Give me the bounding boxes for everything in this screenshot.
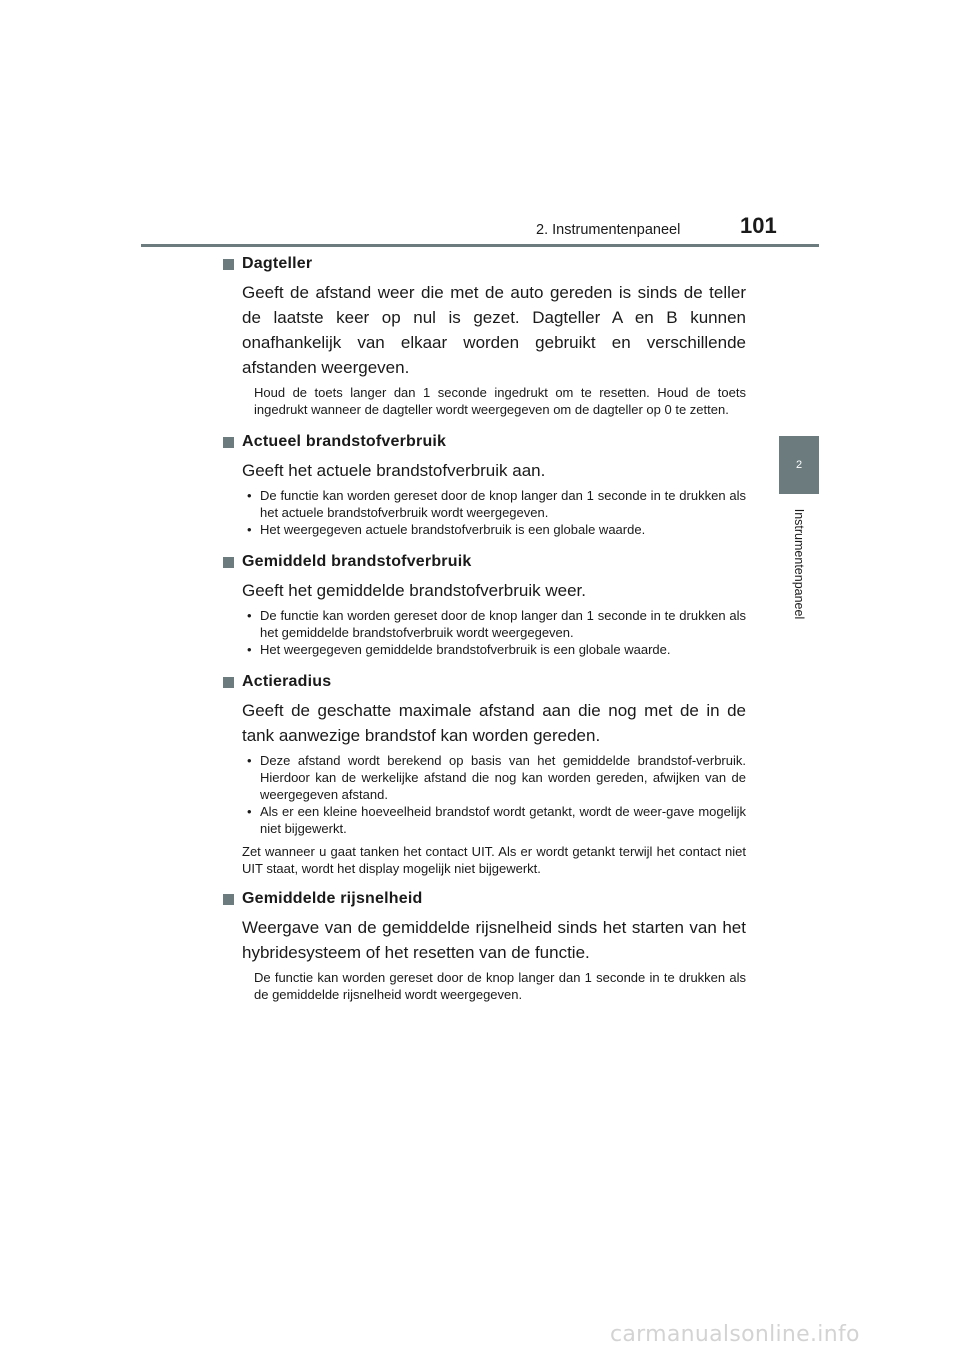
- section-dagteller: [222, 252, 746, 418]
- list-item-text: Het weergegeven actuele brandstofverbruik is een globale waarde.: [260, 522, 646, 537]
- section-heading: [222, 887, 746, 911]
- section-note: De functie kan worden gereset door de knop langer dan 1 seconde in te drukken als de gemiddelde rijsnelheid wordt weergegeven.: [254, 970, 746, 1002]
- section-heading-text: Actieradius: [242, 673, 332, 690]
- square-bullet-icon: [223, 894, 234, 905]
- chapter-tab-number: 2: [795, 459, 803, 471]
- bullet-list: [242, 487, 746, 538]
- list-item: [242, 521, 746, 538]
- list-item-text: Het weergegeven gemiddelde brandstofverbruik is een globale waarde.: [260, 642, 671, 657]
- bullet-dot: •: [247, 753, 252, 768]
- section-body: Geeft het actuele brandstofverbruik aan.: [242, 461, 546, 480]
- square-bullet-icon: [223, 437, 234, 448]
- square-bullet-icon: [223, 677, 234, 688]
- section-heading: [222, 252, 746, 276]
- list-item: [242, 752, 746, 803]
- bullet-dot: •: [247, 488, 252, 503]
- square-bullet-icon: [223, 557, 234, 568]
- header-divider: [141, 244, 819, 247]
- watermark-text: carmanualsonline.info: [610, 1322, 860, 1347]
- chapter-tab-label: Instrumentenpaneel: [792, 508, 806, 620]
- section-heading-text: Actueel brandstofverbruik: [242, 433, 447, 450]
- bullet-list: [242, 607, 746, 658]
- list-item-text: De functie kan worden gereset door de knop langer dan 1 seconde in te drukken als het gemiddelde brandstofverbruik wordt weergegeven.: [260, 608, 746, 640]
- page-number: 101: [740, 213, 777, 238]
- list-item: [242, 487, 746, 521]
- section-actieradius: [222, 670, 746, 877]
- bullet-dot: •: [247, 522, 252, 537]
- section-body: Geeft de afstand weer die met de auto gereden is sinds de teller de laatste keer op nul is gezet. Dagteller A en B kunnen onafhankelijk van elkaar worden gebruikt en verschillende afstanden weergeven.: [242, 283, 746, 377]
- square-bullet-icon: [223, 259, 234, 270]
- section-body: Geeft het gemiddelde brandstofverbruik weer.: [242, 581, 586, 600]
- list-item: [242, 803, 746, 837]
- list-item: [242, 607, 746, 641]
- main-content: [222, 252, 746, 1003]
- bullet-dot: •: [247, 642, 252, 657]
- chapter-tab[interactable]: [779, 436, 819, 494]
- section-note: Houd de toets langer dan 1 seconde ingedrukt om te resetten. Houd de toets ingedrukt wanneer de dagteller wordt weergegeven om de dagteller op 0 te zetten.: [254, 385, 746, 417]
- bullet-dot: •: [247, 608, 252, 623]
- section-heading-text: Gemiddeld brandstofverbruik: [242, 553, 472, 570]
- section-body: Geeft de geschatte maximale afstand aan die nog met de in de tank aanwezige brandstof kan worden gereden.: [242, 701, 746, 745]
- section-heading: [222, 430, 746, 454]
- list-item: [242, 641, 746, 658]
- list-item-text: Als er een kleine hoeveelheid brandstof wordt getankt, wordt de weer-gave mogelijk niet bijgewerkt.: [260, 804, 746, 836]
- list-item-text: De functie kan worden gereset door de knop langer dan 1 seconde in te drukken als het actuele brandstofverbruik wordt weergegeven.: [260, 488, 746, 520]
- list-item-text: Deze afstand wordt berekend op basis van het gemiddelde brandstof-verbruik. Hierdoor kan de werkelijke afstand die nog kan worden gereden, afwijken van de weergegeven afstand.: [260, 753, 746, 802]
- section-heading: [222, 550, 746, 574]
- section-body: Weergave van de gemiddelde rijsnelheid sinds het starten van het hybridesysteem of het resetten van de functie.: [242, 918, 746, 962]
- bullet-list: [242, 752, 746, 837]
- section-heading-text: Gemiddelde rijsnelheid: [242, 890, 423, 907]
- section-actueel-brandstofverbruik: [222, 430, 746, 538]
- section-heading-text: Dagteller: [242, 255, 313, 272]
- section-heading: [222, 670, 746, 694]
- section-gemiddelde-rijsnelheid: [222, 887, 746, 1003]
- chapter-title: 2. Instrumentenpaneel: [536, 222, 681, 238]
- section-note: Zet wanneer u gaat tanken het contact UIT. Als er wordt getankt terwijl het contact niet UIT staat, wordt het display mogelijk niet bijgewerkt.: [242, 844, 746, 876]
- section-gemiddeld-brandstofverbruik: [222, 550, 746, 658]
- bullet-dot: •: [247, 804, 252, 819]
